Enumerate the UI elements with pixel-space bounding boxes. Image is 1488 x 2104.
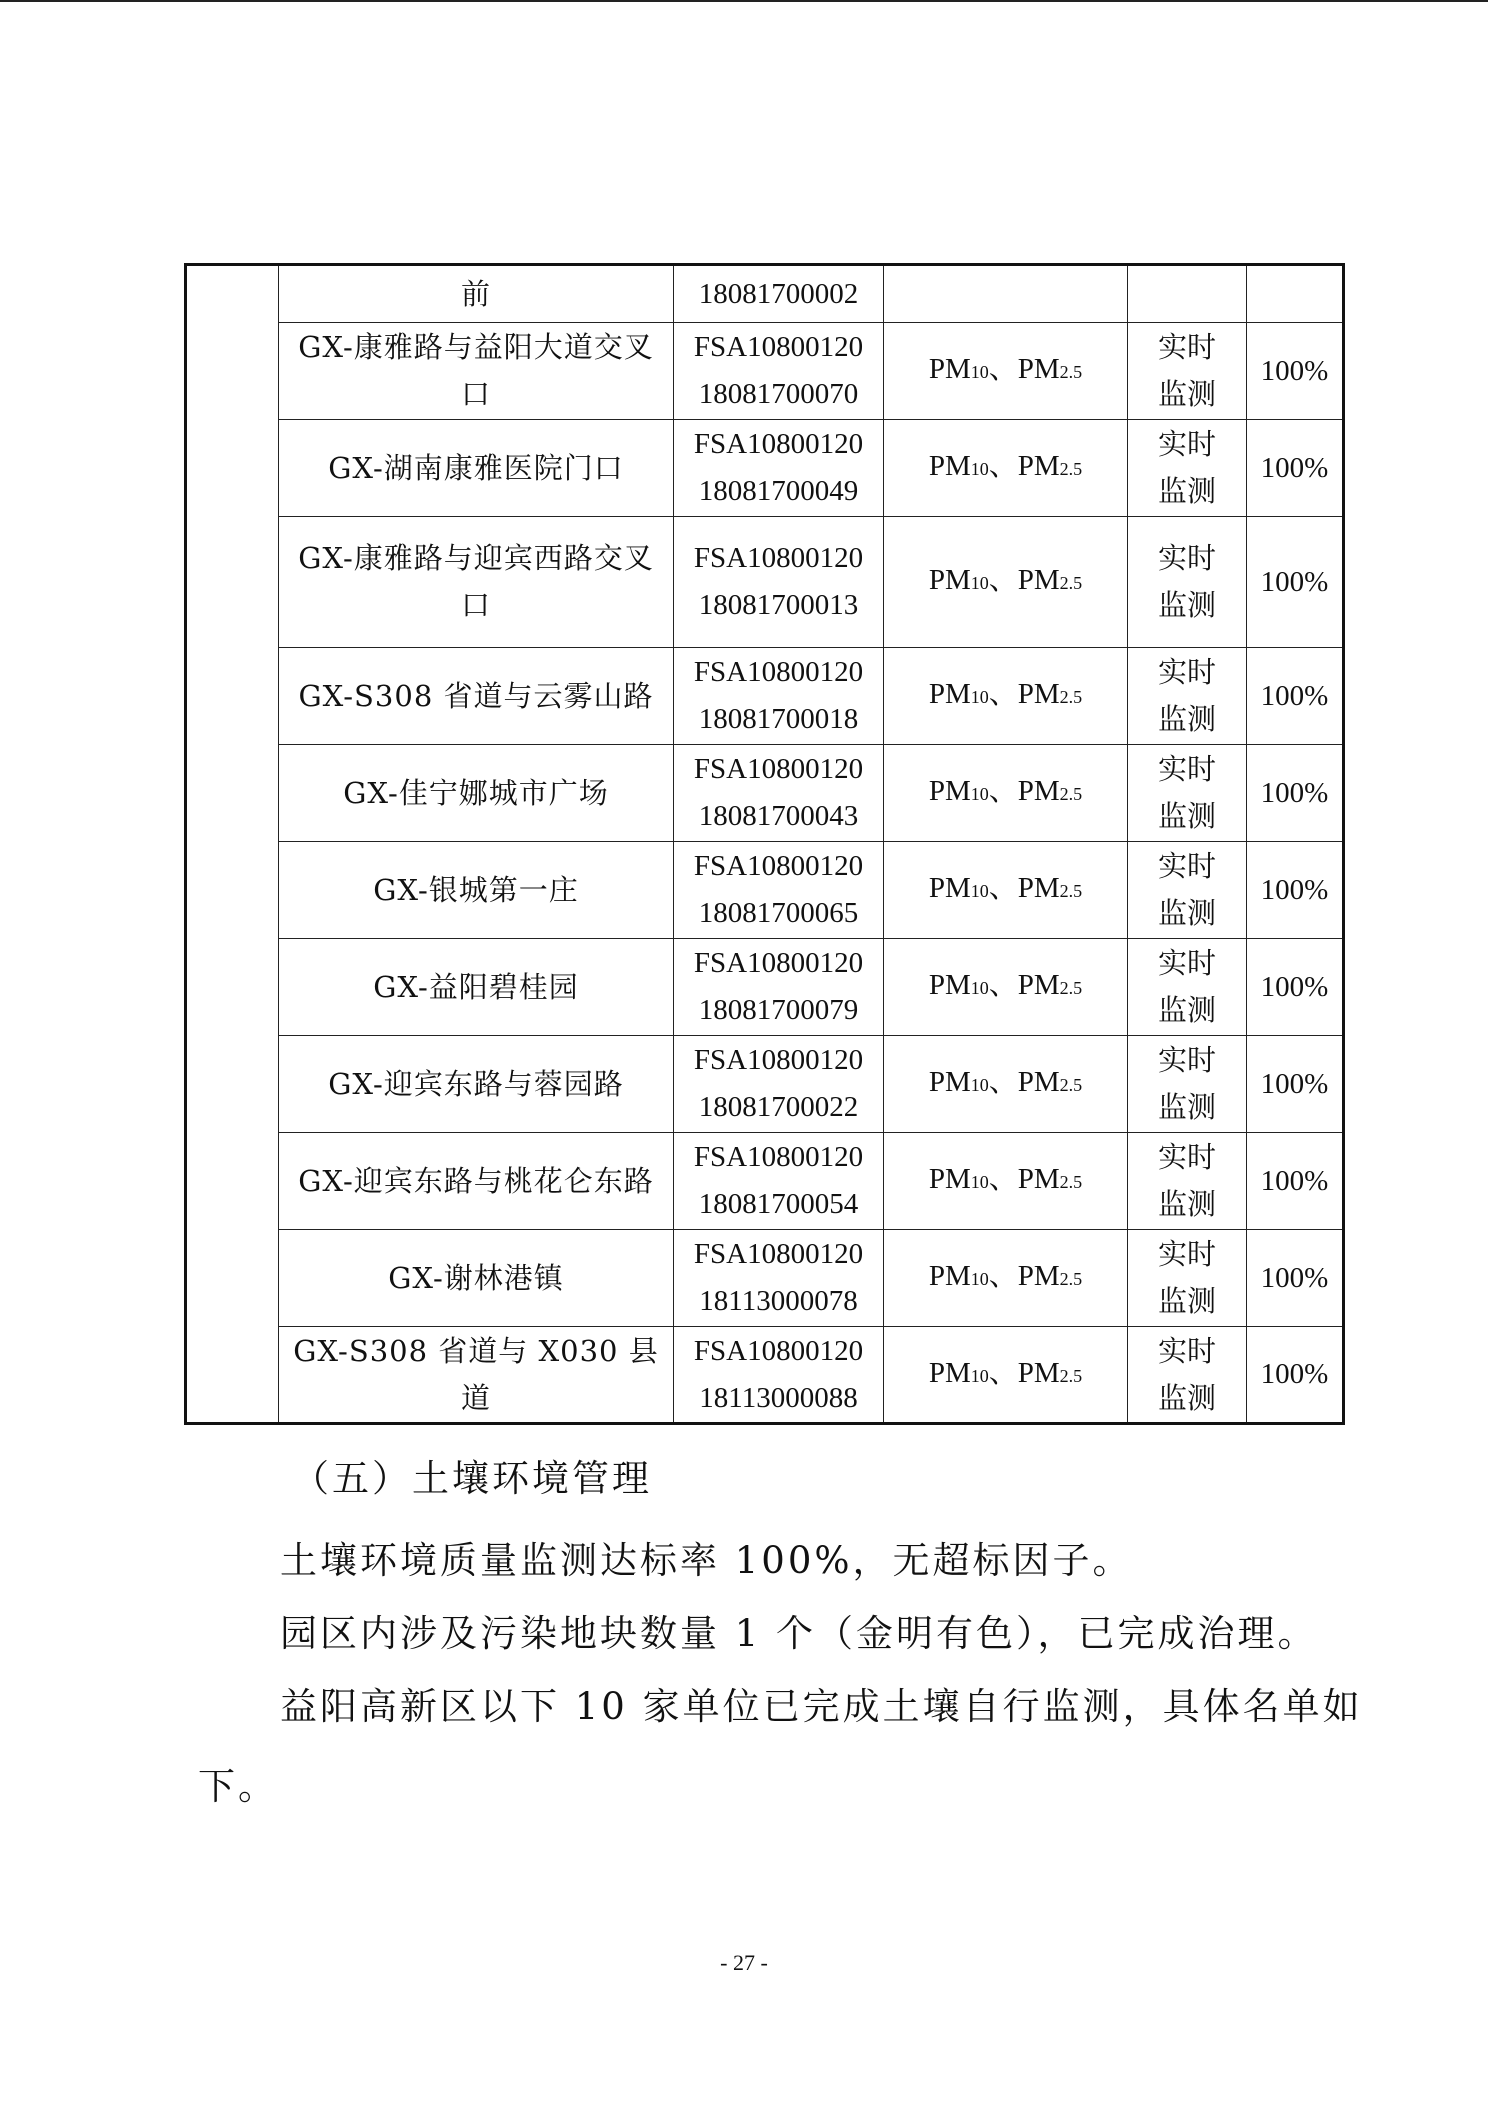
device-code-line1: FSA10800120 xyxy=(693,542,864,574)
param-separator: 、 xyxy=(988,969,1018,1001)
table-row xyxy=(186,1327,1344,1424)
frequency-cell xyxy=(1128,842,1247,939)
param-pm-label: PM xyxy=(928,775,971,807)
param-pm25-subscript: 2.5 xyxy=(1059,978,1083,998)
device-code-line1: FSA10800120 xyxy=(693,331,864,363)
rate-cell: 100% xyxy=(1247,323,1344,420)
site-name-cell xyxy=(279,323,674,420)
param-pm10-subscript: 10 xyxy=(970,1269,989,1289)
param-separator: 、 xyxy=(988,1260,1018,1292)
param-separator: 、 xyxy=(988,1066,1018,1098)
param-pm-label: PM xyxy=(928,450,971,482)
device-code-line2: 18081700022 xyxy=(698,1091,859,1123)
device-code-cell xyxy=(674,323,884,420)
parameter-cell xyxy=(884,265,1128,323)
paragraph-polluted-plots: 园区内涉及污染地块数量 1 个（金明有色），已完成治理。 xyxy=(280,1612,1318,1655)
param-pm25-subscript: 2.5 xyxy=(1059,362,1083,382)
site-name-cell xyxy=(279,842,674,939)
rate-cell: 100% xyxy=(1247,1230,1344,1327)
site-name-cell xyxy=(279,420,674,517)
site-name-line1: GX-S308 省道与云雾山路 xyxy=(298,678,654,713)
page-top-edge xyxy=(0,0,1488,2)
parameter-cell xyxy=(884,939,1128,1036)
param-separator: 、 xyxy=(988,775,1018,807)
parameter-cell xyxy=(884,1036,1128,1133)
param-separator: 、 xyxy=(988,1163,1018,1195)
frequency-line2: 监测 xyxy=(1157,896,1216,930)
frequency-cell xyxy=(1128,420,1247,517)
param-pm-label: PM xyxy=(1017,775,1060,807)
device-code-line1: FSA10800120 xyxy=(693,1141,864,1173)
param-pm-label: PM xyxy=(928,1260,971,1292)
device-code-line2: 18081700065 xyxy=(698,897,859,929)
param-pm10-subscript: 10 xyxy=(970,687,989,707)
frequency-line2: 监测 xyxy=(1157,474,1216,508)
frequency-line1: 实时 xyxy=(1157,1333,1216,1368)
parameter-cell xyxy=(884,1133,1128,1230)
page-number: - 27 - xyxy=(720,1950,768,1975)
device-code-line1: FSA10800120 xyxy=(693,1238,864,1270)
site-name-line1: GX-康雅路与益阳大道交叉 xyxy=(298,330,654,364)
param-pm25-subscript: 2.5 xyxy=(1059,459,1083,479)
parameter-cell xyxy=(884,420,1128,517)
device-code-line1: FSA10800120 xyxy=(693,753,864,785)
device-code-line2: 18081700079 xyxy=(698,994,859,1026)
device-code-line2: 18081700013 xyxy=(698,589,859,621)
param-pm-label: PM xyxy=(1017,1066,1060,1098)
table-row xyxy=(186,939,1344,1036)
rate-cell: 100% xyxy=(1247,517,1344,648)
table-row xyxy=(186,323,1344,420)
device-code-line1: FSA10800120 xyxy=(693,656,864,688)
device-code-cell xyxy=(674,1133,884,1230)
device-code-cell xyxy=(674,1230,884,1327)
device-code-cell: 18081700002 xyxy=(674,265,884,323)
parameter-cell xyxy=(884,517,1128,648)
frequency-cell xyxy=(1128,939,1247,1036)
param-separator: 、 xyxy=(988,872,1018,904)
frequency-line2: 监测 xyxy=(1157,377,1216,411)
param-pm-label: PM xyxy=(1017,678,1060,710)
frequency-line1: 实时 xyxy=(1157,1237,1216,1271)
param-pm-label: PM xyxy=(1017,450,1060,482)
parameter-cell xyxy=(884,745,1128,842)
device-code-line2: 18113000078 xyxy=(699,1285,858,1317)
site-name-cell xyxy=(279,1133,674,1230)
param-pm25-subscript: 2.5 xyxy=(1059,1075,1083,1095)
param-pm25-subscript: 2.5 xyxy=(1059,573,1083,593)
param-pm-label: PM xyxy=(1017,1356,1060,1389)
site-name-cell xyxy=(279,1327,674,1424)
frequency-line1: 实时 xyxy=(1157,541,1216,575)
parameter-cell xyxy=(884,1230,1128,1327)
site-name-line2: 口 xyxy=(460,377,491,411)
site-name-cell xyxy=(279,517,674,648)
site-name-line1: GX-迎宾东路与桃花仑东路 xyxy=(298,1163,654,1198)
site-name-cell xyxy=(279,939,674,1036)
device-code-line1: FSA10800120 xyxy=(693,1044,864,1076)
param-separator: 、 xyxy=(988,1356,1018,1389)
rate-cell: 100% xyxy=(1247,1327,1344,1424)
param-pm-label: PM xyxy=(1017,1260,1060,1292)
table-row xyxy=(186,1133,1344,1230)
site-name-cell xyxy=(279,1230,674,1327)
parameter-cell xyxy=(884,1327,1128,1424)
device-code-cell xyxy=(674,648,884,745)
device-code-cell xyxy=(674,842,884,939)
site-name-cell xyxy=(279,1036,674,1133)
site-name-line1: GX-银城第一庄 xyxy=(373,872,579,907)
device-code-cell xyxy=(674,1327,884,1424)
param-pm-label: PM xyxy=(1017,969,1060,1001)
frequency-line1: 实时 xyxy=(1157,849,1216,883)
site-name-line1: GX-佳宁娜城市广场 xyxy=(343,775,609,810)
param-pm10-subscript: 10 xyxy=(970,784,989,804)
frequency-cell xyxy=(1128,745,1247,842)
param-separator: 、 xyxy=(988,564,1018,596)
param-pm-label: PM xyxy=(928,872,971,904)
site-name-line1: GX-益阳碧桂园 xyxy=(373,969,579,1004)
param-separator: 、 xyxy=(988,678,1018,710)
frequency-line2: 监测 xyxy=(1157,588,1216,622)
site-name-cell xyxy=(279,648,674,745)
site-name-line1: GX-湖南康雅医院门口 xyxy=(328,450,624,485)
frequency-line1: 实时 xyxy=(1157,752,1216,786)
rate-cell: 100% xyxy=(1247,939,1344,1036)
frequency-line1: 实时 xyxy=(1157,1043,1216,1077)
device-code-line2: 18113000088 xyxy=(699,1381,858,1414)
parameter-cell xyxy=(884,842,1128,939)
device-code-cell xyxy=(674,939,884,1036)
param-pm10-subscript: 10 xyxy=(970,881,989,901)
table-row xyxy=(186,1036,1344,1133)
device-code-line2: 18081700043 xyxy=(698,800,859,832)
param-pm-label: PM xyxy=(928,353,971,385)
frequency-line2: 监测 xyxy=(1157,1284,1216,1318)
device-code-line1: FSA10800120 xyxy=(693,947,864,979)
category-cell xyxy=(186,265,279,1424)
param-pm10-subscript: 10 xyxy=(970,573,989,593)
param-pm-label: PM xyxy=(1017,353,1060,385)
site-name-line1: GX-康雅路与迎宾西路交叉 xyxy=(298,541,654,575)
parameter-cell xyxy=(884,323,1128,420)
device-code-line1: FSA10800120 xyxy=(693,1334,864,1367)
param-pm25-subscript: 2.5 xyxy=(1059,1365,1083,1386)
frequency-cell xyxy=(1128,323,1247,420)
param-pm25-subscript: 2.5 xyxy=(1059,784,1083,804)
frequency-line2: 监测 xyxy=(1157,1090,1216,1124)
site-name-line2: 口 xyxy=(460,588,491,622)
param-pm-label: PM xyxy=(928,1356,971,1389)
frequency-line2: 监测 xyxy=(1157,702,1216,736)
param-pm-label: PM xyxy=(1017,872,1060,904)
table-row xyxy=(186,265,1344,323)
param-pm25-subscript: 2.5 xyxy=(1059,687,1083,707)
paragraph-soil-rate: 土壤环境质量监测达标率 100%，无超标因子。 xyxy=(280,1539,1133,1582)
param-pm-label: PM xyxy=(928,678,971,710)
param-pm10-subscript: 10 xyxy=(970,362,989,382)
table-row xyxy=(186,745,1344,842)
rate-cell: 100% xyxy=(1247,745,1344,842)
site-name-cell: 前 xyxy=(279,265,674,323)
param-pm10-subscript: 10 xyxy=(970,1365,989,1386)
frequency-cell xyxy=(1128,1036,1247,1133)
device-code-cell xyxy=(674,517,884,648)
device-code-line2: 18081700054 xyxy=(698,1188,859,1220)
device-code-line2: 18081700049 xyxy=(698,475,859,507)
frequency-line2: 监测 xyxy=(1157,799,1216,833)
site-name-cell xyxy=(279,745,674,842)
device-code-cell xyxy=(674,420,884,517)
site-name-line1: GX-迎宾东路与蓉园路 xyxy=(328,1066,624,1101)
frequency-cell xyxy=(1128,648,1247,745)
param-pm-label: PM xyxy=(928,1066,971,1098)
table-row xyxy=(186,420,1344,517)
param-pm25-subscript: 2.5 xyxy=(1059,881,1083,901)
table-row xyxy=(186,517,1344,648)
rate-cell: 100% xyxy=(1247,842,1344,939)
frequency-cell xyxy=(1128,1327,1247,1424)
frequency-line1: 实时 xyxy=(1157,655,1216,689)
frequency-line1: 实时 xyxy=(1157,946,1216,980)
frequency-cell xyxy=(1128,517,1247,648)
frequency-line1: 实时 xyxy=(1157,1140,1216,1174)
paragraph-self-monitoring-line2: 下。 xyxy=(198,1765,278,1808)
section-heading: （五）土壤环境管理 xyxy=(292,1457,652,1500)
device-code-line2: 18081700070 xyxy=(698,378,859,410)
paragraph-self-monitoring-line1: 益阳高新区以下 10 家单位已完成土壤自行监测，具体名单如 xyxy=(280,1685,1363,1728)
device-code-cell xyxy=(674,1036,884,1133)
rate-cell: 100% xyxy=(1247,1036,1344,1133)
site-name-line1: GX-S308 省道与 X030 县道 xyxy=(293,1333,659,1415)
frequency-line1: 实时 xyxy=(1157,330,1216,364)
param-separator: 、 xyxy=(988,450,1018,482)
frequency-cell xyxy=(1128,1230,1247,1327)
param-separator: 、 xyxy=(988,353,1018,385)
frequency-line2: 监测 xyxy=(1157,993,1216,1027)
param-pm10-subscript: 10 xyxy=(970,1075,989,1095)
param-pm-label: PM xyxy=(1017,1163,1060,1195)
device-code-cell xyxy=(674,745,884,842)
param-pm10-subscript: 10 xyxy=(970,1172,989,1192)
parameter-cell xyxy=(884,648,1128,745)
param-pm10-subscript: 10 xyxy=(970,459,989,479)
table-row xyxy=(186,842,1344,939)
device-code-line1: FSA10800120 xyxy=(693,850,864,882)
frequency-line2: 监测 xyxy=(1157,1380,1216,1415)
param-pm-label: PM xyxy=(1017,564,1060,596)
rate-cell: 100% xyxy=(1247,1133,1344,1230)
param-pm-label: PM xyxy=(928,564,971,596)
monitoring-table xyxy=(184,263,1345,1425)
device-code-line2: 18081700018 xyxy=(698,703,859,735)
site-name-line1: GX-谢林港镇 xyxy=(388,1260,564,1295)
rate-cell: 100% xyxy=(1247,648,1344,745)
param-pm25-subscript: 2.5 xyxy=(1059,1269,1083,1289)
device-code-line1: FSA10800120 xyxy=(693,428,864,460)
param-pm10-subscript: 10 xyxy=(970,978,989,998)
param-pm25-subscript: 2.5 xyxy=(1059,1172,1083,1192)
rate-cell: 100% xyxy=(1247,420,1344,517)
rate-cell xyxy=(1247,265,1344,323)
frequency-line1: 实时 xyxy=(1157,427,1216,461)
frequency-cell xyxy=(1128,1133,1247,1230)
frequency-cell xyxy=(1128,265,1247,323)
frequency-line2: 监测 xyxy=(1157,1187,1216,1221)
table-row xyxy=(186,648,1344,745)
param-pm-label: PM xyxy=(928,1163,971,1195)
table-row xyxy=(186,1230,1344,1327)
param-pm-label: PM xyxy=(928,969,971,1001)
